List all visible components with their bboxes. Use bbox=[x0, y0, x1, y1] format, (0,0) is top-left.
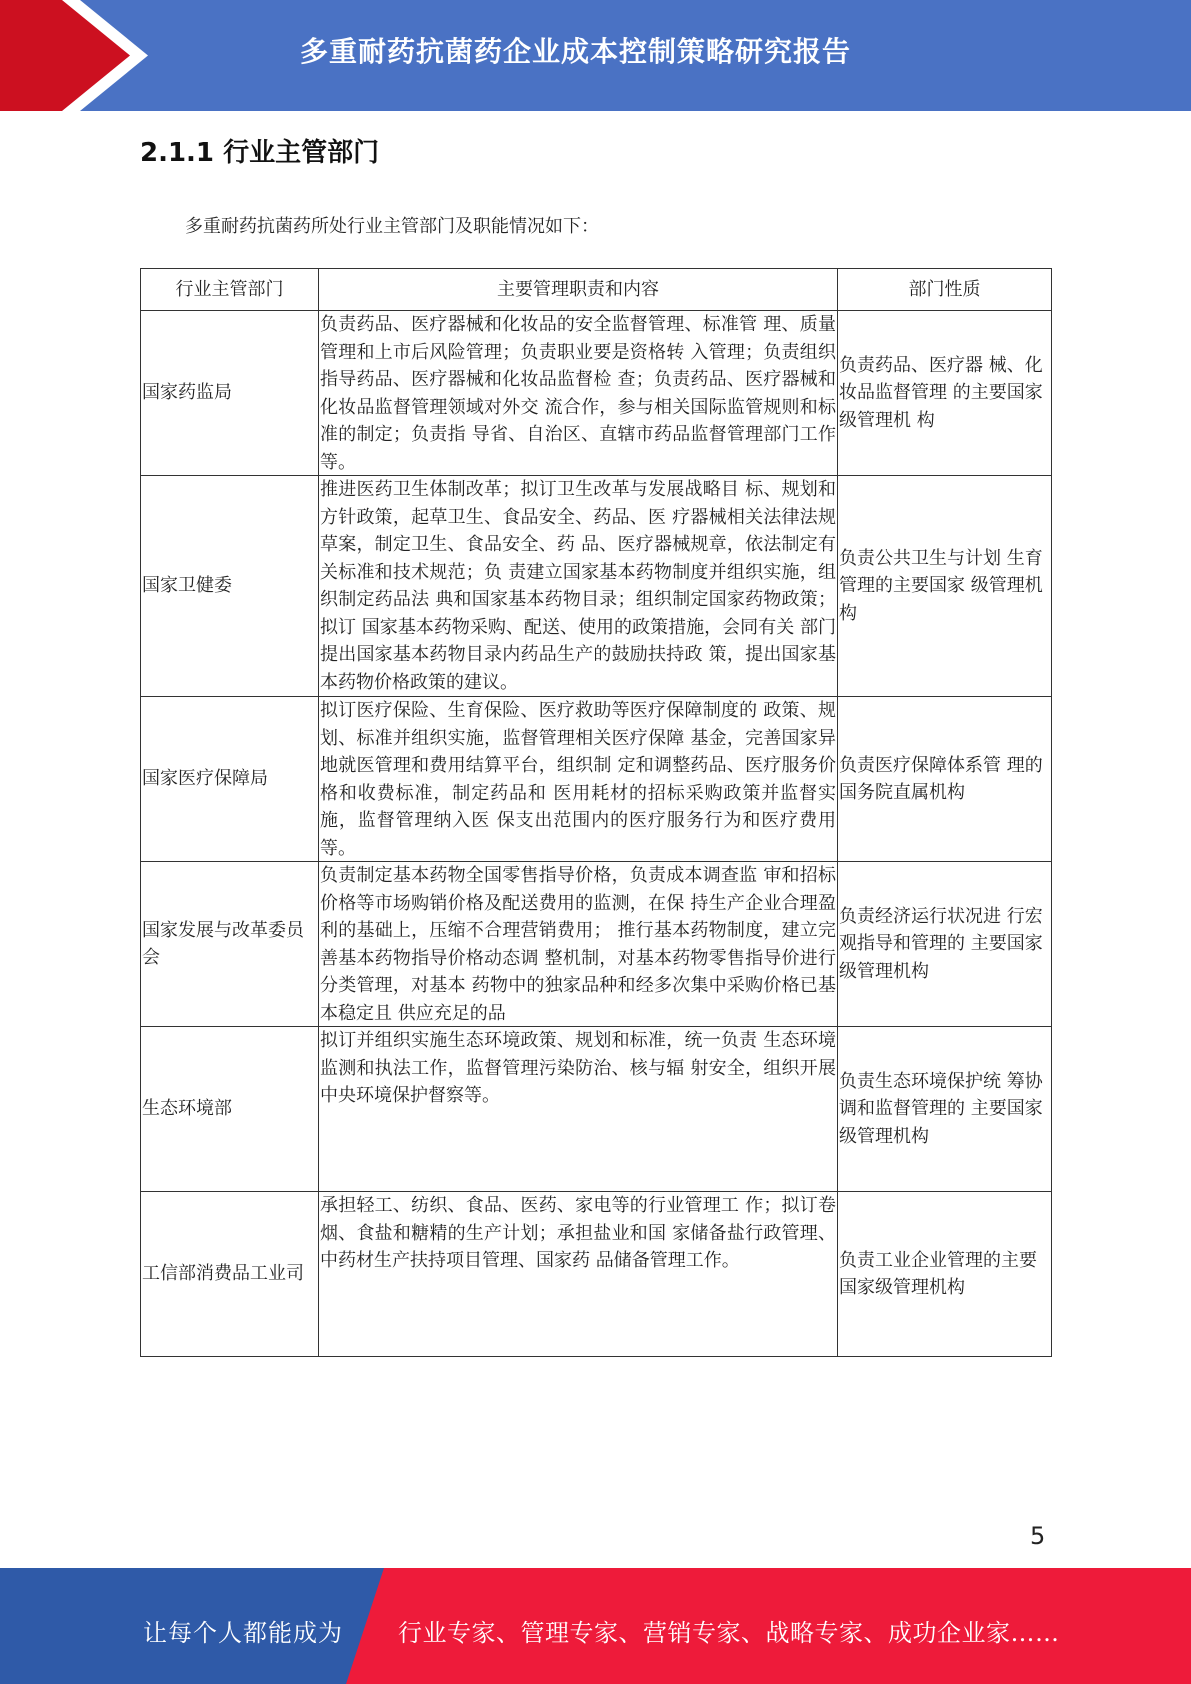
duties-text: 拟订医疗保险、生育保险、医疗救助等医疗保障制度的 政策、规划、标准并组织实施，监督管理相关医疗保障 基金，完善国家异地就医管理和费用结算平台，组织制 定和调整药品、医疗服务价格和收费标准，制定药品和 医用耗材的招标采购政策并监督实施，监督管理纳入医 保支出范围内的医疗服务行为和医疗费用等。 bbox=[320, 700, 836, 859]
table-row bbox=[141, 476, 1052, 697]
table-row bbox=[141, 697, 1052, 862]
duties-text: 承担轻工、纺织、食品、医药、家电等的行业管理工 作；拟订卷烟、食盐和糖精的生产计划；承担盐业和国 家储备盐行政管理、中药材生产扶持项目管理、国家药 品储备管理工作。 bbox=[320, 1195, 836, 1271]
table-header-row bbox=[141, 269, 1052, 311]
section-heading: 2.1.1 行业主管部门 bbox=[140, 138, 380, 168]
duties-text: 推进医药卫生体制改革；拟订卫生改革与发展战略目 标、规划和方针政策，起草卫生、食品安全、药品、医 疗器械相关法律法规草案，制定卫生、食品安全、药 品、医疗器械规章，依法制定有关标准和技术规范；负 责建立国家基本药物制度并组织实施，组织制定药品法 典和国家基本药物目录；组织制定国家药物政策；拟订 国家基本药物采购、配送、使用的政策措施，会同有关 部门提出国家基本药物目录内药品生产的鼓励扶持政 策，提出国家基本药物价格政策的建议。 bbox=[320, 479, 836, 693]
table-row bbox=[141, 1192, 1052, 1357]
header-arrow-graphic bbox=[0, 0, 160, 111]
nature-cell: 负责经济运行状况进 行宏观指导和管理的 主要国家级管理机构 bbox=[838, 862, 1052, 1027]
header-duties: 主要管理职责和内容 bbox=[319, 269, 838, 311]
table-row bbox=[141, 311, 1052, 476]
table-row bbox=[141, 862, 1052, 1027]
duties-cell bbox=[319, 862, 838, 1027]
dept-cell: 工信部消费品工业司 bbox=[141, 1192, 319, 1357]
regulator-table bbox=[140, 268, 1052, 1357]
page-number: 5 bbox=[1030, 1522, 1046, 1550]
report-title: 多重耐药抗菌药企业成本控制策略研究报告 bbox=[300, 35, 852, 68]
duties-cell bbox=[319, 311, 838, 476]
dept-cell: 生态环境部 bbox=[141, 1027, 319, 1192]
dept-cell: 国家发展与改革委员会 bbox=[141, 862, 319, 1027]
footer-banner bbox=[0, 1568, 1191, 1684]
nature-cell: 负责药品、医疗器 械、化妆品监督管理 的主要国家级管理机 构 bbox=[838, 311, 1052, 476]
footer-slogan-right: 行业专家、管理专家、营销专家、战略专家、成功企业家…… bbox=[398, 1619, 1060, 1647]
duties-cell bbox=[319, 476, 838, 697]
intro-paragraph: 多重耐药抗菌药所处行业主管部门及职能情况如下： bbox=[185, 216, 599, 237]
table-row bbox=[141, 1027, 1052, 1192]
header-dept: 行业主管部门 bbox=[141, 269, 319, 311]
header-nature: 部门性质 bbox=[838, 269, 1052, 311]
duties-text: 负责药品、医疗器械和化妆品的安全监督管理、标准管 理、质量管理和上市后风险管理；负责职业要是资格转 入管理；负责组织指导药品、医疗器械和化妆品监督检 查；负责药品、医疗器械和化妆品监督管理领域对外交 流合作，参与相关国际监管规则和标准的制定；负责指 导省、自治区、直辖市药品监督管理部门工作等。 bbox=[320, 314, 836, 473]
nature-cell: 负责工业企业管理的主要国家级管理机构 bbox=[838, 1192, 1052, 1357]
duties-text: 负责制定基本药物全国零售指导价格，负责成本调查监 审和招标价格等市场购销价格及配送费用的监测，在保 持生产企业合理盈利的基础上，压缩不合理营销费用； 推行基本药物制度，建立完善基本药物指导价格动态调 整机制，对基本药物零售指导价进行分类管理，对基本 药物中的独家品种和经多次集中采购价格已基本稳定且 供应充足的品 bbox=[320, 865, 836, 1024]
nature-cell: 负责生态环境保护统 筹协调和监督管理的 主要国家级管理机构 bbox=[838, 1027, 1052, 1192]
dept-cell: 国家卫健委 bbox=[141, 476, 319, 697]
duties-text: 拟订并组织实施生态环境政策、规划和标准，统一负责 生态环境监测和执法工作，监督管理污染防治、核与辐 射安全，组织开展中央环境保护督察等。 bbox=[320, 1030, 836, 1106]
dept-cell: 国家药监局 bbox=[141, 311, 319, 476]
footer-slogan-left: 让每个人都能成为 bbox=[143, 1619, 343, 1647]
duties-cell bbox=[319, 697, 838, 862]
duties-cell bbox=[319, 1027, 838, 1192]
header-banner bbox=[0, 0, 1191, 111]
dept-cell: 国家医疗保障局 bbox=[141, 697, 319, 862]
nature-cell: 负责公共卫生与计划 生育管理的主要国家 级管理机构 bbox=[838, 476, 1052, 697]
nature-cell: 负责医疗保障体系管 理的国务院直属机构 bbox=[838, 697, 1052, 862]
duties-cell bbox=[319, 1192, 838, 1357]
